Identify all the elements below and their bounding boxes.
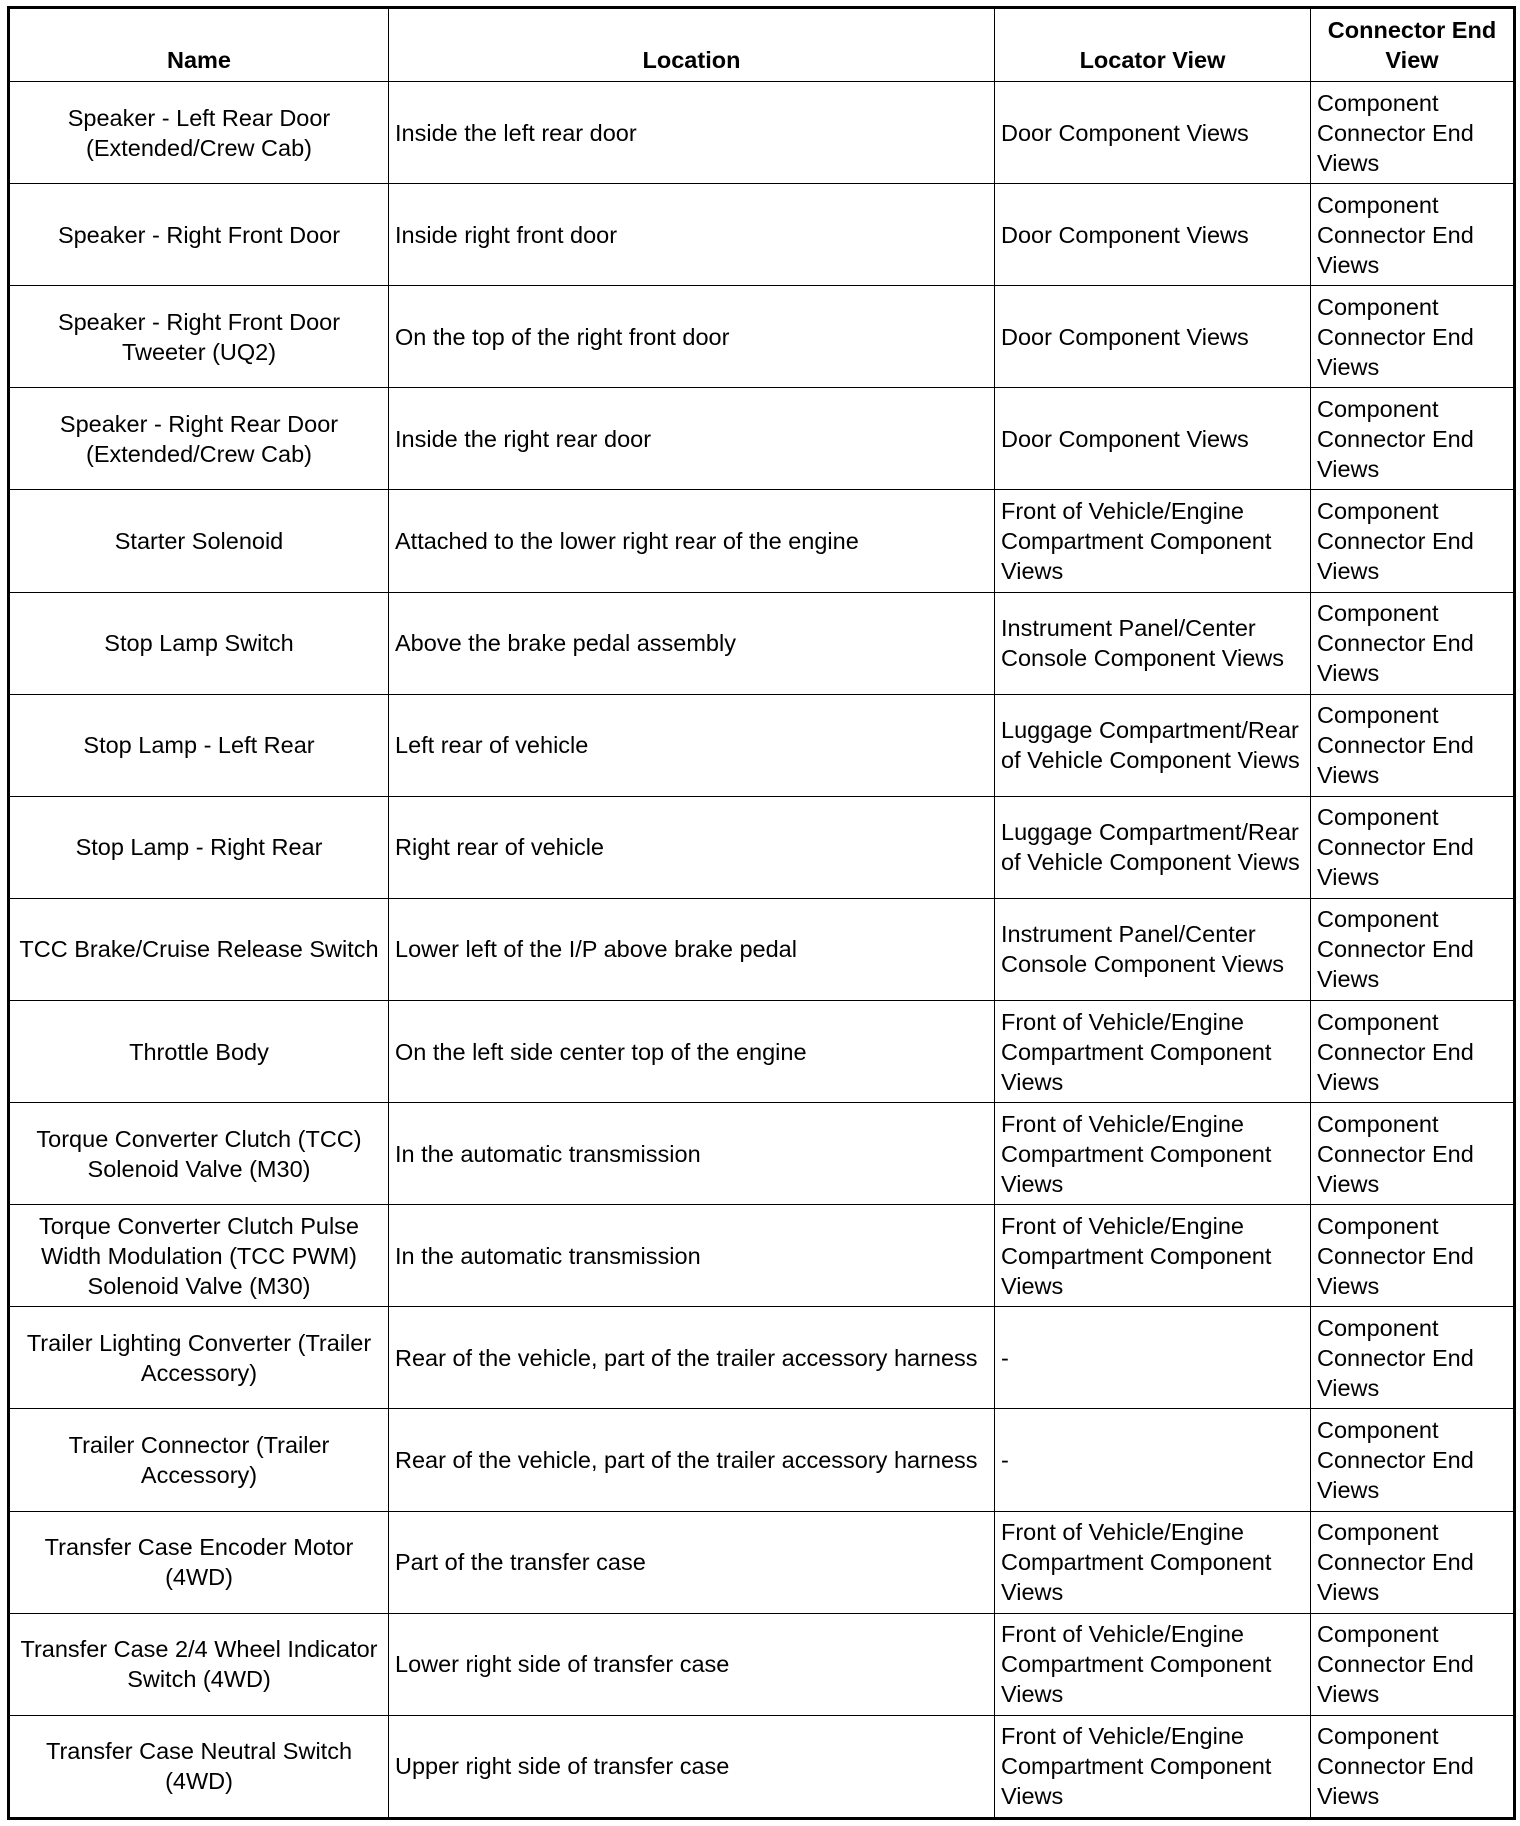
table-row — [9, 1205, 1515, 1307]
component-locator-sheet — [7, 6, 1513, 1820]
cell-name: Speaker - Left Rear Door (Extended/Crew Cab) — [9, 82, 389, 184]
cell-locator-view: Luggage Compartment/Rear of Vehicle Component Views — [995, 796, 1311, 898]
cell-locator-view: Door Component Views — [995, 82, 1311, 184]
cell-location: Rear of the vehicle, part of the trailer accessory harness — [389, 1307, 995, 1409]
cell-name: Starter Solenoid — [9, 490, 389, 592]
cell-connector-end-view: Component Connector End Views — [1311, 184, 1515, 286]
cell-location: Right rear of vehicle — [389, 796, 995, 898]
table-row — [9, 1613, 1515, 1715]
cell-location: Lower left of the I/P above brake pedal — [389, 898, 995, 1000]
table-row — [9, 592, 1515, 694]
cell-locator-view: Door Component Views — [995, 286, 1311, 388]
cell-name: Stop Lamp Switch — [9, 592, 389, 694]
cell-connector-end-view: Component Connector End Views — [1311, 1613, 1515, 1715]
cell-locator-view: Front of Vehicle/Engine Compartment Component Views — [995, 1205, 1311, 1307]
cell-locator-view: Luggage Compartment/Rear of Vehicle Component Views — [995, 694, 1311, 796]
table-row — [9, 82, 1515, 184]
cell-connector-end-view: Component Connector End Views — [1311, 694, 1515, 796]
cell-locator-view: Front of Vehicle/Engine Compartment Component Views — [995, 1715, 1311, 1818]
table-row — [9, 1307, 1515, 1409]
cell-connector-end-view: Component Connector End Views — [1311, 796, 1515, 898]
cell-connector-end-view: Component Connector End Views — [1311, 1205, 1515, 1307]
cell-locator-view: Front of Vehicle/Engine Compartment Component Views — [995, 490, 1311, 592]
cell-location: Above the brake pedal assembly — [389, 592, 995, 694]
table-row — [9, 694, 1515, 796]
table-header-row — [9, 8, 1515, 82]
cell-name: Transfer Case 2/4 Wheel Indicator Switch (4WD) — [9, 1613, 389, 1715]
header-locator-view: Locator View — [995, 8, 1311, 82]
cell-name: Stop Lamp - Left Rear — [9, 694, 389, 796]
cell-locator-view: - — [995, 1409, 1311, 1511]
cell-location: Lower right side of transfer case — [389, 1613, 995, 1715]
cell-name: TCC Brake/Cruise Release Switch — [9, 898, 389, 1000]
cell-connector-end-view: Component Connector End Views — [1311, 388, 1515, 490]
cell-locator-view: Front of Vehicle/Engine Compartment Component Views — [995, 1613, 1311, 1715]
cell-connector-end-view: Component Connector End Views — [1311, 1103, 1515, 1205]
cell-name: Throttle Body — [9, 1000, 389, 1102]
cell-locator-view: Front of Vehicle/Engine Compartment Component Views — [995, 1000, 1311, 1102]
cell-location: Attached to the lower right rear of the engine — [389, 490, 995, 592]
table-row — [9, 286, 1515, 388]
table-row — [9, 1715, 1515, 1818]
cell-locator-view: Door Component Views — [995, 184, 1311, 286]
cell-connector-end-view: Component Connector End Views — [1311, 82, 1515, 184]
cell-name: Transfer Case Neutral Switch (4WD) — [9, 1715, 389, 1818]
cell-locator-view: - — [995, 1307, 1311, 1409]
cell-name: Speaker - Right Rear Door (Extended/Crew Cab) — [9, 388, 389, 490]
cell-connector-end-view: Component Connector End Views — [1311, 1511, 1515, 1613]
cell-location: Rear of the vehicle, part of the trailer accessory harness — [389, 1409, 995, 1511]
cell-name: Speaker - Right Front Door — [9, 184, 389, 286]
cell-location: In the automatic transmission — [389, 1103, 995, 1205]
cell-name: Speaker - Right Front Door Tweeter (UQ2) — [9, 286, 389, 388]
header-location: Location — [389, 8, 995, 82]
table-row — [9, 388, 1515, 490]
cell-connector-end-view: Component Connector End Views — [1311, 1307, 1515, 1409]
cell-locator-view: Instrument Panel/Center Console Component Views — [995, 898, 1311, 1000]
table-row — [9, 184, 1515, 286]
cell-location: On the left side center top of the engine — [389, 1000, 995, 1102]
table-row — [9, 898, 1515, 1000]
cell-location: Upper right side of transfer case — [389, 1715, 995, 1818]
cell-name: Stop Lamp - Right Rear — [9, 796, 389, 898]
header-connector-end-view: Connector End View — [1311, 8, 1515, 82]
cell-locator-view: Front of Vehicle/Engine Compartment Component Views — [995, 1103, 1311, 1205]
cell-name: Torque Converter Clutch Pulse Width Modulation (TCC PWM) Solenoid Valve (M30) — [9, 1205, 389, 1307]
cell-name: Transfer Case Encoder Motor (4WD) — [9, 1511, 389, 1613]
table-row — [9, 1409, 1515, 1511]
table-row — [9, 1511, 1515, 1613]
cell-location: Left rear of vehicle — [389, 694, 995, 796]
cell-connector-end-view: Component Connector End Views — [1311, 592, 1515, 694]
cell-locator-view: Door Component Views — [995, 388, 1311, 490]
cell-connector-end-view: Component Connector End Views — [1311, 1409, 1515, 1511]
cell-name: Torque Converter Clutch (TCC) Solenoid Valve (M30) — [9, 1103, 389, 1205]
table-row — [9, 490, 1515, 592]
cell-location: In the automatic transmission — [389, 1205, 995, 1307]
cell-name: Trailer Lighting Converter (Trailer Accessory) — [9, 1307, 389, 1409]
cell-connector-end-view: Component Connector End Views — [1311, 1715, 1515, 1818]
cell-locator-view: Front of Vehicle/Engine Compartment Component Views — [995, 1511, 1311, 1613]
cell-location: Inside the right rear door — [389, 388, 995, 490]
cell-name: Trailer Connector (Trailer Accessory) — [9, 1409, 389, 1511]
cell-connector-end-view: Component Connector End Views — [1311, 490, 1515, 592]
cell-location: Inside right front door — [389, 184, 995, 286]
cell-locator-view: Instrument Panel/Center Console Component Views — [995, 592, 1311, 694]
cell-location: On the top of the right front door — [389, 286, 995, 388]
cell-connector-end-view: Component Connector End Views — [1311, 898, 1515, 1000]
table-row — [9, 1103, 1515, 1205]
header-name: Name — [9, 8, 389, 82]
component-locator-table — [7, 6, 1516, 1820]
cell-location: Part of the transfer case — [389, 1511, 995, 1613]
table-row — [9, 1000, 1515, 1102]
table-row — [9, 796, 1515, 898]
cell-location: Inside the left rear door — [389, 82, 995, 184]
cell-connector-end-view: Component Connector End Views — [1311, 1000, 1515, 1102]
cell-connector-end-view: Component Connector End Views — [1311, 286, 1515, 388]
